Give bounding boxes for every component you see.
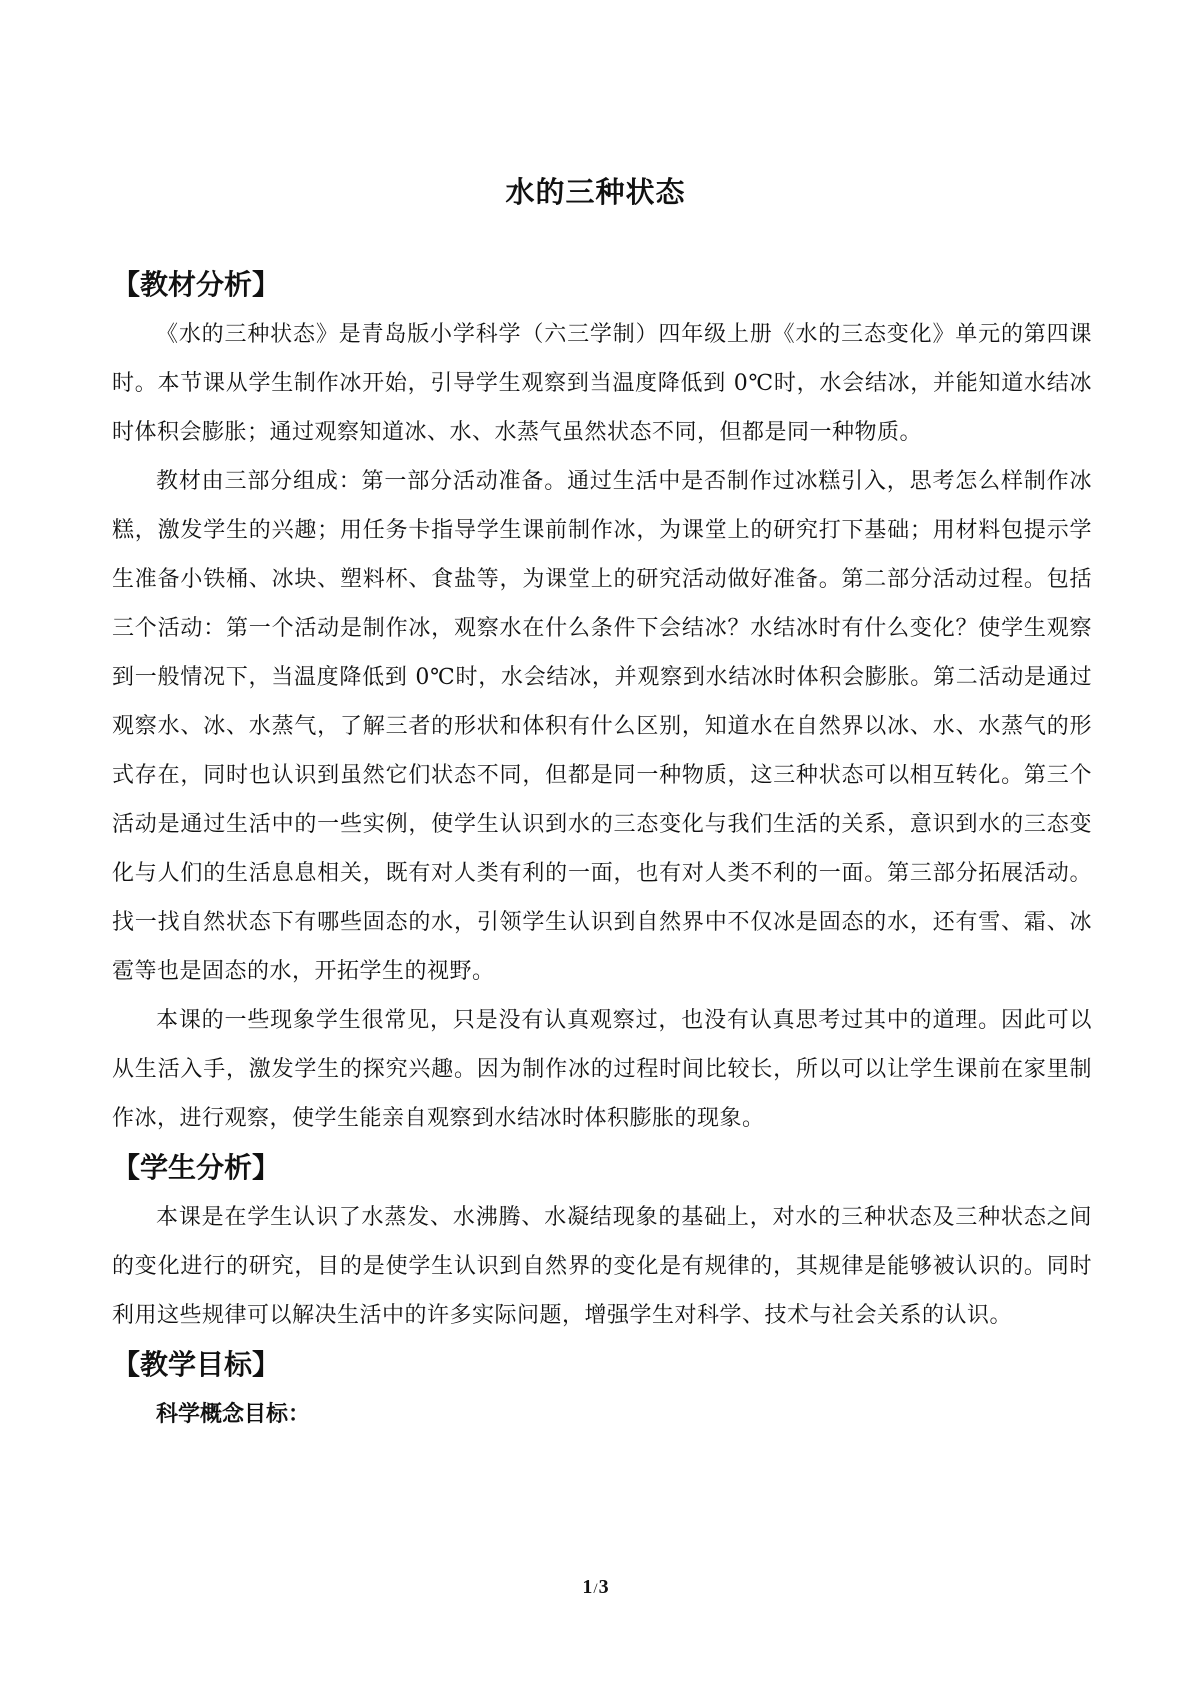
section-material-analysis (112, 260, 1092, 1143)
paragraph: 《水的三种状态》是青岛版小学科学（六三学制）四年级上册《水的三态变化》单元的第四课时。本节课从学生制作冰开始，引导学生观察到当温度降低到 0℃时，水会结冰，并能知道水结冰时体积会膨胀；通过观察知道冰、水、水蒸气虽然状态不同，但都是同一种物质。 (112, 322, 1092, 445)
total-page-count: 3 (598, 1576, 609, 1598)
section-student-analysis (112, 1143, 1092, 1340)
paragraph: 本课的一些现象学生很常见，只是没有认真观察过，也没有认真思考过其中的道理。因此可以从生活入手，激发学生的探究兴趣。因为制作冰的过程时间比较长，所以可以让学生课前在家里制作冰，进行观察，使学生能亲自观察到水结冰时体积膨胀的现象。 (112, 1008, 1092, 1131)
paragraph: 教材由三部分组成：第一部分活动准备。通过生活中是否制作过冰糕引入，思考怎么样制作冰糕，激发学生的兴趣；用任务卡指导学生课前制作冰，为课堂上的研究打下基础；用材料包提示学生准备小铁桶、冰块、塑料杯、食盐等，为课堂上的研究活动做好准备。第二部分活动过程。包括三个活动：第一个活动是制作冰，观察水在什么条件下会结冰？水结冰时有什么变化？使学生观察到一般情况下，当温度降低到 0℃时，水会结冰，并观察到水结冰时体积会膨胀。第二活动是通过观察水、冰、水蒸气，了解三者的形状和体积有什么区别，知道水在自然界以冰、水、水蒸气的形式存在，同时也认识到虽然它们状态不同，但都是同一种物质，这三种状态可以相互转化。第三个活动是通过生活中的一些实例，使学生认识到水的三态变化与我们生活的关系，意识到水的三态变化与人们的生活息息相关，既有对人类有利的一面，也有对人类不利的一面。第三部分拓展活动。找一找自然状态下有哪些固态的水，引领学生认识到自然界中不仅冰是固态的水，还有雪、霜、冰雹等也是固态的水，开拓学生的视野。 (112, 469, 1092, 984)
section-teaching-goals (112, 1340, 1092, 1440)
page-number-separator: / (593, 1581, 598, 1597)
page-number (0, 1572, 1191, 1604)
section-heading-student-analysis: 【学生分析】 (112, 1151, 281, 1184)
current-page-number: 1 (582, 1576, 593, 1598)
document-body (112, 260, 1092, 1440)
section-heading-material-analysis: 【教材分析】 (112, 268, 281, 301)
subheading-science-concept-goals: 科学概念目标： (156, 1402, 311, 1427)
paragraph: 本课是在学生认识了水蒸发、水沸腾、水凝结现象的基础上，对水的三种状态及三种状态之间的变化进行的研究，目的是使学生认识到自然界的变化是有规律的，其规律是能够被认识的。同时利用这些规律可以解决生活中的许多实际问题，增强学生对科学、技术与社会关系的认识。 (112, 1205, 1092, 1328)
section-heading-teaching-goals: 【教学目标】 (112, 1348, 281, 1381)
document-title: 水的三种状态 (505, 175, 686, 209)
